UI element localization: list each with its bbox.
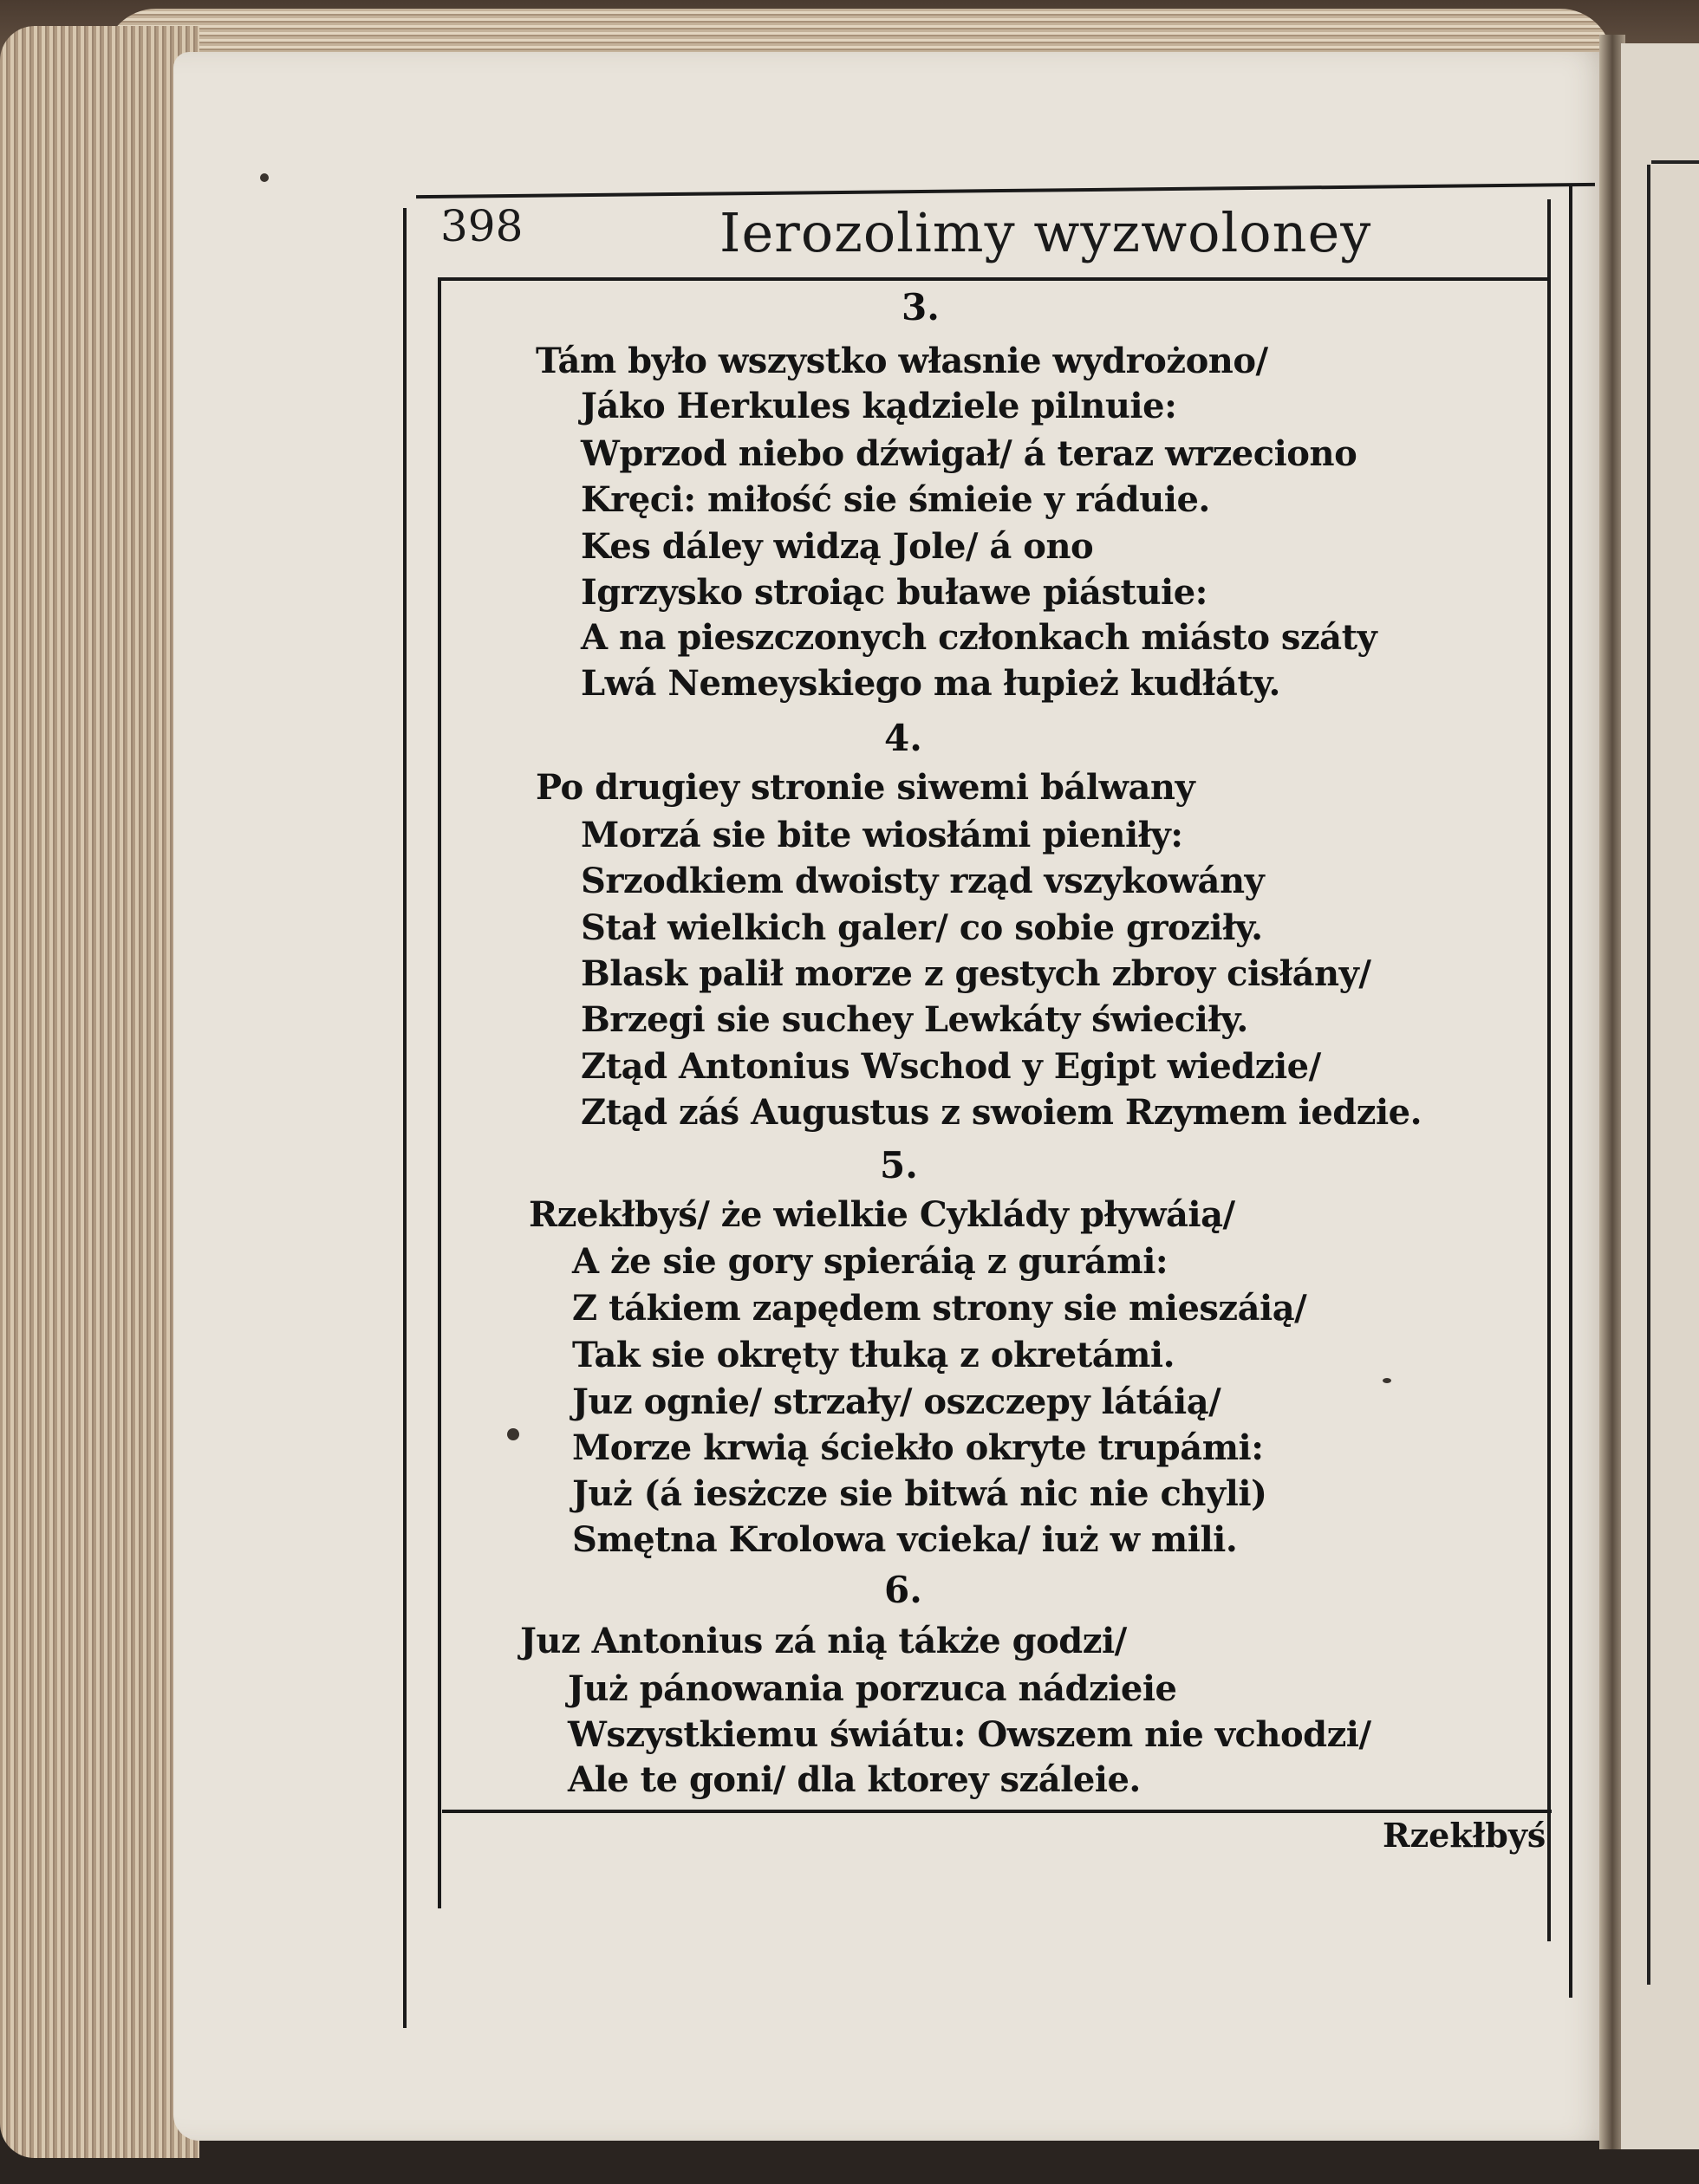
verse-line: Morzá sie bite wiosłámi pieniły: (581, 815, 1183, 855)
facing-page-border (1647, 165, 1650, 1985)
verse-line: Srzodkiem dwoisty rząd vszykowány (581, 861, 1265, 901)
facing-page-rule (1651, 160, 1699, 164)
verse-line: Ale te goni/ dla ktorey száleie. (568, 1759, 1141, 1800)
verse-line: Tám było wszystko własnie wydrożono/ (536, 341, 1268, 381)
catchword: Rzekłbyś (1383, 1816, 1546, 1855)
verse-line: Smętna Krolowa vcieka/ iuż w mili. (572, 1519, 1238, 1560)
paper-speck (507, 1428, 519, 1440)
verse-line: Juz ognie/ strzały/ oszczepy látáią/ (572, 1381, 1221, 1422)
frame-right-inner (1547, 199, 1551, 1941)
running-head: Ierozolimy wyzwoloney (719, 201, 1372, 264)
frame-left-inner (438, 279, 441, 1908)
verse-line: Rzekłbyś/ że wielkie Cyklády pływáią/ (529, 1194, 1235, 1235)
verse-line: Stał wielkich galer/ co sobie groziły. (581, 907, 1263, 948)
verse-line: Brzegi sie suchey Lewkáty świeciły. (581, 999, 1248, 1040)
verse-line: Już pánowania porzuca nádzieie (568, 1668, 1177, 1709)
stanza-number: 5. (880, 1144, 918, 1186)
verse-line: Morze krwią ściekło okryte trupámi: (572, 1427, 1264, 1468)
frame-left-outer (403, 208, 407, 2028)
frame-bottom-rule (442, 1810, 1552, 1813)
verse-line: Lwá Nemeyskiego ma łupież kudłáty. (581, 663, 1280, 704)
verse-line: Juz Antonius zá nią tákże godzi/ (520, 1621, 1127, 1661)
verse-line: A że sie gory spieráią z gurámi: (572, 1241, 1168, 1282)
verse-line: Ztąd záś Augustus z swoiem Rzymem iedzie. (581, 1092, 1422, 1133)
verse-line: Ztąd Antonius Wschod y Egipt wiedzie/ (581, 1046, 1321, 1087)
verse-line: A na pieszczonych członkach miásto száty (581, 617, 1377, 658)
frame-right-outer (1569, 186, 1572, 1998)
verse-line: Igrzysko stroiąc buławe piástuie: (581, 572, 1208, 613)
verse-line: Blask palił morze z gestych zbroy cisłány/ (581, 953, 1371, 994)
stanza-number: 4. (884, 717, 922, 759)
header-rule (438, 277, 1547, 281)
paper-speck (1383, 1378, 1391, 1383)
stanza-number: 6. (884, 1569, 922, 1611)
stanza-number: 3. (902, 286, 940, 328)
verse-line: Po drugiey stronie siwemi bálwany (536, 767, 1195, 808)
verse-line: Kes dáley widzą Jole/ á ono (581, 526, 1094, 567)
verse-line: Wprzod niebo dźwigał/ á teraz wrzeciono (581, 433, 1357, 474)
verse-line: Już (á iesżcze sie bitwá nic nie chyli) (572, 1473, 1267, 1514)
verse-line: Jáko Herkules kądziele pilnuie: (581, 386, 1177, 426)
paper-speck (260, 173, 269, 182)
facing-page (1621, 43, 1699, 2149)
verse-line: Kręci: miłość sie śmieie y ráduie. (581, 479, 1210, 520)
page-number: 398 (440, 201, 524, 251)
verse-line: Z tákiem zapędem strony sie mieszáią/ (572, 1288, 1307, 1329)
verse-line: Wszystkiemu świátu: Owszem nie vchodzi/ (568, 1714, 1371, 1755)
page-edges-left (0, 26, 199, 2158)
verse-line: Tak sie okręty tłuką z okretámi. (572, 1335, 1175, 1375)
